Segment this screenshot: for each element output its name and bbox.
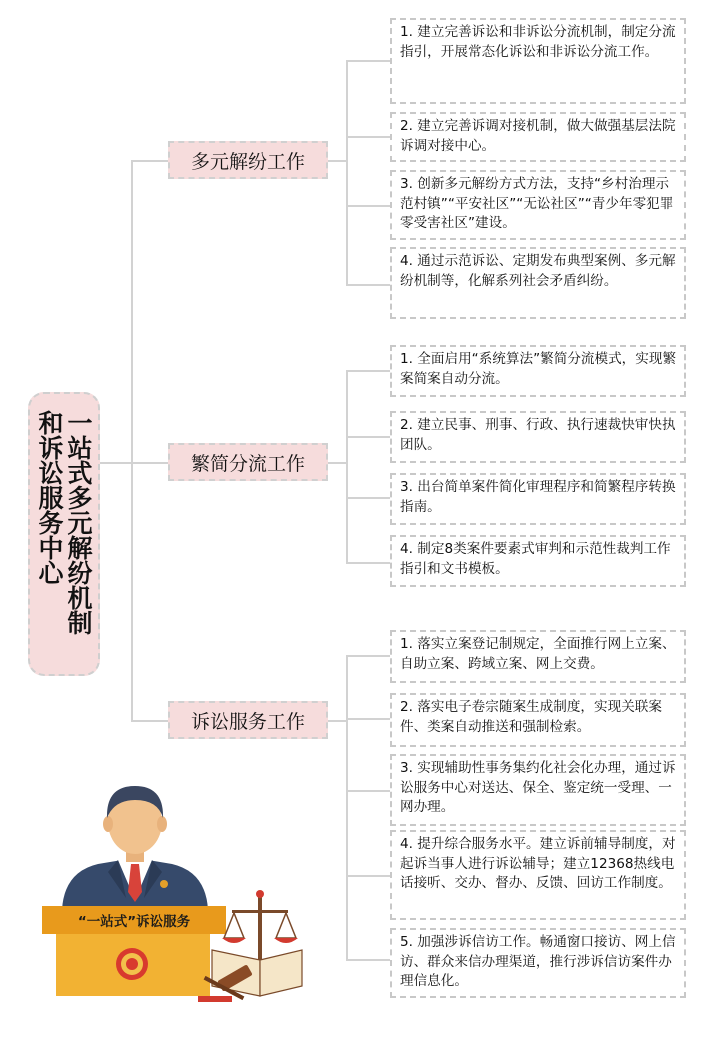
connector	[346, 436, 390, 438]
leaf-item: 1. 建立完善诉讼和非诉讼分流机制，制定分流指引，开展常态化诉讼和非诉讼分流工作。	[390, 18, 686, 104]
leaf-item: 2. 建立民事、刑事、行政、执行速裁快审快执团队。	[390, 411, 686, 463]
connector	[346, 370, 390, 372]
leaf-item: 3. 出台简单案件简化审理程序和简繁程序转换指南。	[390, 473, 686, 525]
leaf-item: 4. 通过示范诉讼、定期发布典型案例、多元解纷机制等，化解系列社会矛盾纠纷。	[390, 247, 686, 319]
connector	[346, 959, 390, 961]
connector	[328, 720, 348, 722]
connector	[131, 160, 133, 722]
connector	[328, 462, 348, 464]
branch-diversified-dispute-resolution: 多元解纷工作	[168, 141, 328, 179]
connector	[346, 655, 390, 657]
leaf-item: 4. 制定8类案件要素式审判和示范性裁判工作指引和文书模板。	[390, 535, 686, 587]
connector	[346, 655, 348, 961]
branch-case-triage: 繁简分流工作	[168, 443, 328, 481]
connector	[346, 205, 390, 207]
leaf-item: 5. 加强涉诉信访工作。畅通窗口接访、网上信访、群众来信办理渠道，推行涉诉信访案件办理信息化。	[390, 928, 686, 998]
root-title-line2: 和诉讼服务中心	[35, 410, 64, 585]
leaf-item: 4. 提升综合服务水平。建立诉前辅导制度，对起诉当事人进行诉讼辅导；建立12368热线电话接听、交办、督办、反馈、回访工作制度。	[390, 830, 686, 920]
connector	[346, 790, 390, 792]
leaf-item: 3. 创新多元解纷方式方法，支持“乡村治理示范村镇”“平安社区”“无讼社区”“青少年零犯罪零受害社区”建设。	[390, 170, 686, 240]
connector	[346, 60, 390, 62]
connector	[346, 370, 348, 564]
leaf-item: 2. 建立完善诉调对接机制，做大做强基层法院诉调对接中心。	[390, 112, 686, 162]
connector	[131, 160, 168, 162]
leaf-item: 3. 实现辅助性事务集约化社会化办理，通过诉讼服务中心对送达、保全、鉴定统一受理、一网办理。	[390, 754, 686, 826]
leaf-item: 2. 落实电子卷宗随案生成制度，实现关联案件、类案自动推送和强制检索。	[390, 693, 686, 747]
connector	[131, 720, 168, 722]
branch-litigation-service: 诉讼服务工作	[168, 701, 328, 739]
connector	[131, 462, 168, 464]
leaf-item: 1. 全面启用“系统算法”繁简分流模式，实现繁案简案自动分流。	[390, 345, 686, 397]
root-node	[28, 392, 100, 676]
connector	[346, 60, 348, 286]
judge-illustration-svg	[22, 760, 304, 1004]
connector	[346, 875, 390, 877]
connector	[100, 462, 133, 464]
connector	[346, 136, 390, 138]
connector	[328, 160, 348, 162]
judge-podium-illustration	[22, 760, 304, 1004]
root-title-line1: 一站式多元解纷机制	[64, 410, 93, 635]
leaf-item: 1. 落实立案登记制规定，全面推行网上立案、自助立案、跨域立案、网上交费。	[390, 630, 686, 683]
connector	[346, 562, 390, 564]
connector	[346, 718, 390, 720]
connector	[346, 284, 390, 286]
podium-label: “一站式”诉讼服务	[77, 914, 191, 930]
connector	[346, 497, 390, 499]
